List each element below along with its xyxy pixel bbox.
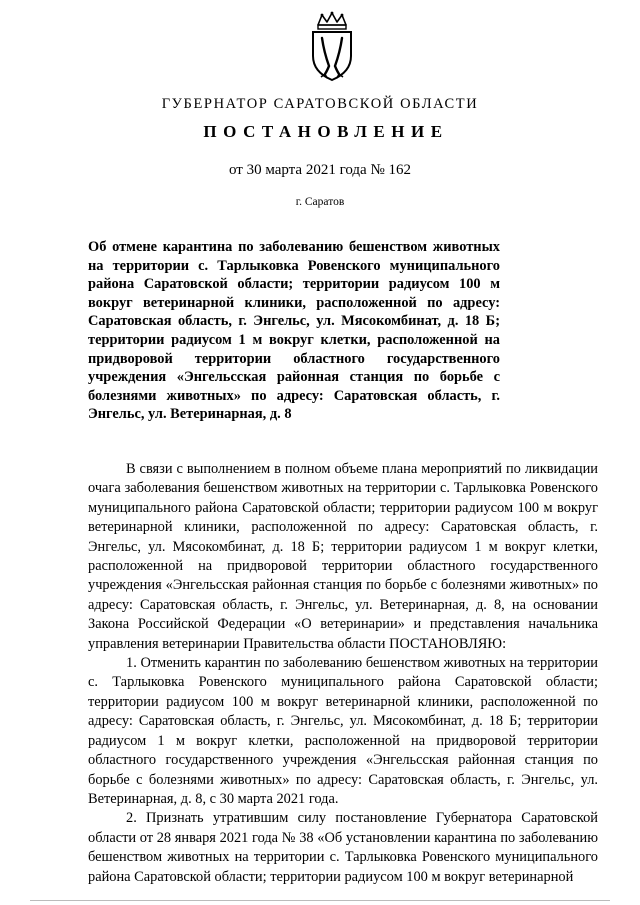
resolution-item-1: 1. Отменить карантин по заболеванию бешенством животных на территории с. Тарлыковка Ровенского муниципального района Саратовской области; территории радиусом 100 м вокруг ветеринарной клиники, расположенной по адресу: Саратовская область, г. Энгельс, ул. Мясокомбинат, д. 18 Б; территории радиусом 1 м вокруг клетки, расположенной на придворовой территории областного государственного учреждения «Энгельсская районная станция по борьбе с болезнями животных» по адресу: Саратовская область, г. Энгельс, ул. Ветеринарная, д. 8, с 30 марта 2021 года. xyxy=(88,655,598,807)
document-type: ПОСТАНОВЛЕНИЕ xyxy=(203,122,449,141)
document-body xyxy=(88,460,598,887)
document-date-number: от 30 марта 2021 года № 162 xyxy=(228,162,412,178)
resolution-item-2: 2. Признать утратившим силу постановление Губернатора Саратовской области от 28 января 2021 года № 38 «Об установлении карантина по заболеванию бешенством животных на территории с. Тарлыковка Ровенского муниципального района Саратовской области; территории радиусом 100 м вокруг ветеринарной xyxy=(88,810,598,885)
preamble-paragraph: В связи с выполнением в полном объеме плана мероприятий по ликвидации очага заболевания бешенством животных на территории с. Тарлыковка Ровенского муниципального района Саратовской области; территории радиусом 100 м вокруг ветеринарной клиники, расположенной по адресу: Саратовская область, г. Энгельс, ул. Мясокомбинат, д. 18 Б; территории радиусом 1 м вокруг клетки, расположенной на придворовой территории областного государственного учреждения «Энгельсская районная станция по борьбе с болезнями животных» по адресу: Саратовская область, г. Энгельс, ул. Ветеринарная, д. 8, на основании Закона Российской Федерации «О ветеринарии» и представления начальника управления ветеринарии Правительства области ПОСТАНОВЛЯЮ: xyxy=(88,461,598,652)
document-title: Об отмене карантина по заболеванию бешенством животных на территории с. Тарлыковка Ровенского муниципального района Саратовской области; территории радиусом 100 м вокруг ветеринарной клиники, расположенной по адресу: Саратовская область, г. Энгельс, ул. Мясокомбинат, д. 18 Б; территории радиусом 1 м вокруг клетки, расположенной на придворовой территории областного государственного учреждения «Энгельсская районная станция по борьбе с болезнями животных» по адресу: Саратовская область, г. Энгельс, ул. Ветеринарная, д. 8 xyxy=(88,239,500,423)
document-place: г. Саратов xyxy=(295,196,345,208)
page-edge-line xyxy=(30,900,610,901)
issuing-authority: ГУБЕРНАТОР САРАТОВСКОЙ ОБЛАСТИ xyxy=(161,96,479,112)
coat-of-arms-icon xyxy=(302,10,362,82)
